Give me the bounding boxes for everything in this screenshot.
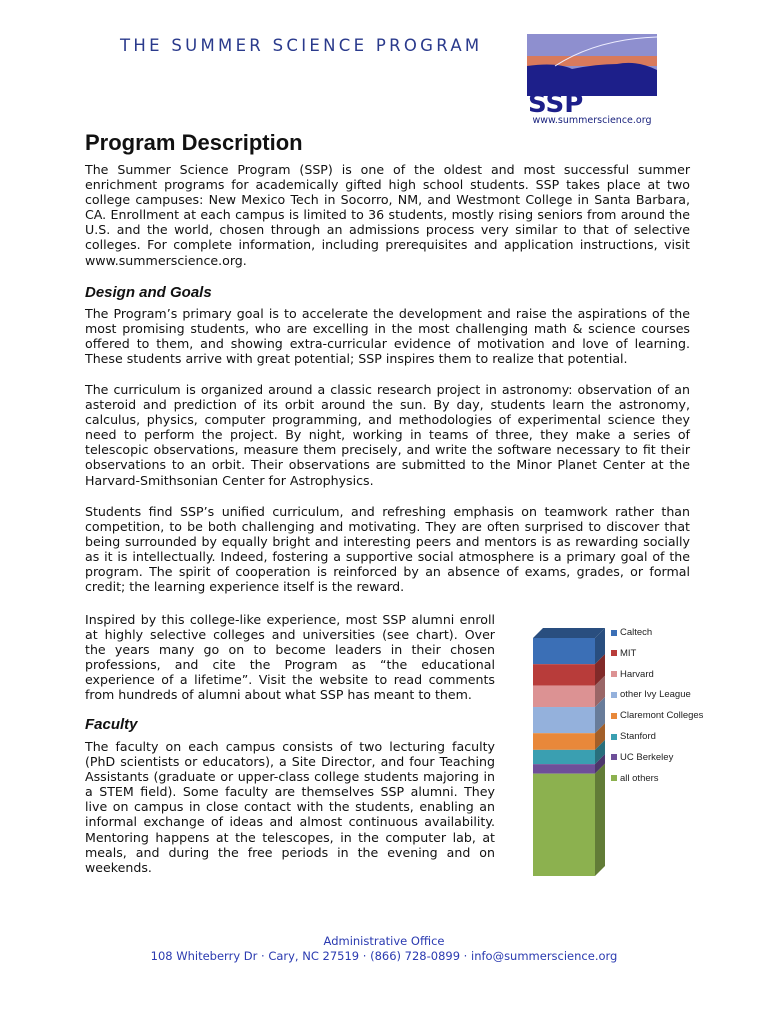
legend-swatch (611, 775, 617, 781)
legend-swatch (611, 692, 617, 698)
page-title: Program Description (85, 130, 303, 155)
legend-label: other Ivy League (620, 689, 691, 701)
alumni-colleges-chart (525, 615, 605, 880)
legend-item (611, 731, 656, 742)
faculty-paragraph: The faculty on each campus consists of two lecturing faculty (PhD scientists or educators), a Site Director, and four Teaching Assistants (graduate or upper-class college students majoring in a STEM field). Some faculty are themselves SSP alumni. They live on campus in close contact with the students, enabling an informal exchange of ideas and almost continuous availability. Mentoring happens at the telescopes, in the computer lab, at meals, and during the free periods in the evening and on weekends. (85, 739, 495, 875)
bar-segment-claremont-colleges (533, 733, 595, 750)
design-paragraph-2: The curriculum is organized around a classic research project in astronomy: observation of an asteroid and prediction of its orbit around the sun. By day, students learn the astronomy, calculus, physics, computer programming, and methodologies of experimental science they need to perform the project. By night, working in teams of three, they make a series of telescopic observations, measure them precisely, and write the software necessary to fit their observations to an orbit. Their observations are submitted to the Minor Planet Center at the Harvard-Smithsonian Center for Astrophysics. (85, 382, 690, 488)
design-paragraph-4: Inspired by this college-like experience, most SSP alumni enroll at highly selective colleges and universities (see chart). Over the years many go on to become leaders in their chosen professions, and cite the Program as “the educational experience of a lifetime”. Visit the website to read comments from hundreds of alumni about what SSP has meant to them. (85, 612, 495, 703)
logo-url: www.summerscience.org (532, 115, 652, 126)
bar-segment-uc-berkeley (533, 764, 595, 774)
legend-label: Harvard (620, 668, 654, 680)
bar-segment-caltech (533, 638, 595, 664)
bar-segment-all-others (533, 774, 595, 876)
faculty-heading: Faculty (85, 716, 138, 733)
legend-item (611, 710, 703, 721)
footer-contact: 108 Whiteberry Dr · Cary, NC 27519 · (866) 728-0899 · info@summerscience.org (150, 949, 618, 963)
bar-top (533, 628, 605, 638)
legend-swatch (611, 671, 617, 677)
bar-segment-other-ivy-league (533, 707, 595, 733)
legend-item (611, 669, 654, 680)
legend-label: Stanford (620, 731, 656, 742)
design-heading: Design and Goals (85, 284, 212, 301)
legend-item (611, 773, 659, 784)
legend-item (611, 648, 636, 659)
design-paragraph-1: The Program’s primary goal is to accelerate the development and raise the aspirations of the most promising students, who are excelling in the most challenging math & science courses offered to them, and showing extra-curricular evidence of motivation and love of learning. These students arrive with great potential; SSP inspires them to realize that potential. (85, 306, 690, 367)
website-link[interactable]: www.summerscience.org (85, 252, 243, 268)
legend-swatch (611, 630, 617, 636)
intro-paragraph (85, 162, 690, 268)
legend-swatch (611, 754, 617, 760)
program-header-title: THE SUMMER SCIENCE PROGRAM (120, 36, 483, 55)
legend-label: UC Berkeley (620, 751, 674, 763)
legend-label: MIT (620, 647, 637, 659)
bar-side-7 (595, 764, 605, 876)
legend-item (611, 752, 673, 763)
legend-label: all others (620, 772, 659, 784)
footer-office: Administrative Office (323, 934, 445, 948)
legend-label: Caltech (620, 627, 653, 638)
legend-swatch (611, 650, 617, 656)
intro-text: The Summer Science Program (SSP) is one of the oldest and most successful summer enrichment programs for academically gifted high school students. SSP takes place at two college campuses: New Mexico Tech in Socorro, NM, and Westmont College in Santa Barbara, CA. Enrollment at each campus is limited to 36 students, mostly rising seniors from around the U.S. and the world, chosen through an admissions process very similar to that of selective colleges. For complete information, including prerequisites and application instructions, visit (85, 162, 690, 253)
legend-swatch (611, 713, 617, 719)
design-paragraph-3: Students find SSP’s unified curriculum, and refreshing emphasis on teamwork rather than competition, to be both challenging and motivating. They are often surprised to discover that being surrounded by equally bright and interesting peers and mentors is as rewarding socially as it is intellectually. Indeed, fostering a supportive social atmosphere is a primary goal of the program. The spirit of cooperation is reinforced by an absence of exams, grades, or formal credit; the learning experience itself is the reward. (85, 504, 690, 595)
logo-text: SSP (528, 89, 584, 119)
legend-item (611, 689, 691, 700)
bar-segment-stanford (533, 750, 595, 764)
legend-swatch (611, 734, 617, 740)
legend-item (611, 627, 652, 638)
legend-label: Claremont Colleges (620, 710, 704, 722)
intro-end: . (242, 252, 247, 268)
bar-segment-harvard (533, 686, 595, 707)
bar-segment-mit (533, 664, 595, 685)
